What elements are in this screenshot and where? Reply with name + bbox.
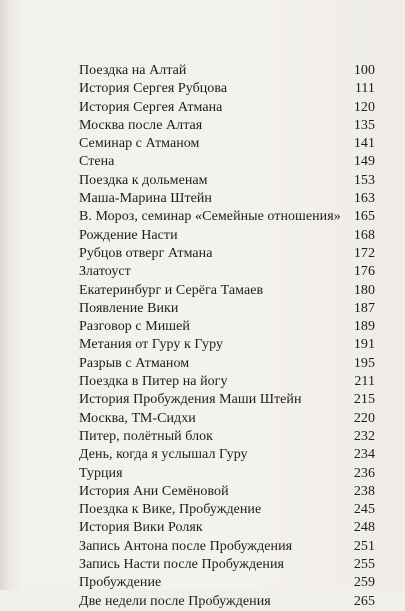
toc-entry-page: 111 (354, 81, 375, 97)
toc-entry-title: Семинар с Атманом (79, 136, 200, 152)
toc-entry (79, 245, 375, 263)
toc-entry-title: Поездка в Питер на йогу (79, 374, 228, 390)
toc-entry-page: 195 (353, 355, 375, 371)
toc-entry-page: 141 (353, 136, 375, 152)
toc-entry (79, 336, 375, 354)
toc-entry-title: Маша-Марина Штейн (79, 191, 212, 207)
toc-entry-page: 238 (353, 483, 375, 499)
toc-entry (79, 410, 375, 428)
toc-entry (79, 355, 375, 373)
toc-entry-page: 189 (353, 319, 375, 335)
toc-entry-title: Поездка к дольменам (79, 172, 208, 188)
toc-entry (79, 300, 375, 318)
toc-entry-title: История Сергея Рубцова (79, 81, 228, 97)
toc-entry (79, 501, 375, 519)
toc-entry-title: Две недели после Пробуждения (79, 593, 271, 609)
toc-entry (79, 80, 375, 98)
toc-entry (79, 62, 375, 80)
toc-entry-title: Поездка на Алтай (79, 63, 187, 78)
toc-entry-page: 149 (353, 154, 375, 170)
toc-entry-title: История Пробуждения Маши Штейн (79, 392, 302, 408)
toc-entry-page: 234 (353, 447, 375, 463)
toc-entry-page: 172 (353, 245, 375, 261)
toc-entry-page: 120 (353, 99, 375, 115)
toc-entry-page: 236 (353, 465, 375, 481)
toc-entry-page: 211 (354, 374, 375, 390)
toc-entry-title: Разговор с Мишей (79, 319, 190, 335)
toc-entry-page: 248 (353, 520, 375, 536)
toc-entry (79, 446, 375, 464)
toc-entry-page: 191 (353, 337, 375, 353)
toc-entry-page: 165 (353, 209, 375, 225)
toc-entry-title: Пробуждение (79, 575, 162, 591)
toc-entry-title: Москва, ТМ-Сидхи (79, 410, 196, 426)
toc-entry (79, 117, 375, 135)
toc-entry-title: Разрыв с Атманом (79, 355, 190, 371)
toc-entry (79, 483, 375, 501)
toc-entry-title: Запись Насти после Пробуждения (79, 557, 284, 573)
toc-entry-title: Появление Вики (79, 300, 179, 316)
toc-entry (79, 519, 375, 537)
spine-shadow (0, 0, 12, 590)
toc-entry-page: 215 (353, 392, 375, 408)
toc-entry (79, 190, 375, 208)
toc-entry-title: История Ани Семёновой (79, 483, 229, 499)
toc-entry-page: 220 (353, 410, 375, 426)
toc-entry-page: 168 (353, 227, 375, 243)
toc-entry-page: 176 (353, 264, 375, 280)
toc-entry-title: Запись Антона после Пробуждения (79, 538, 293, 554)
toc-entry-title: Метания от Гуру к Гуру (79, 337, 223, 353)
toc-entry (79, 593, 375, 611)
toc-entry-title: История Сергея Атмана (79, 99, 223, 115)
toc-entry-page: 251 (353, 538, 375, 554)
toc-entry-title: Турция (79, 465, 123, 481)
toc-entry-page: 265 (353, 593, 375, 609)
toc-entry (79, 556, 375, 574)
toc-entry-page: 153 (353, 172, 375, 188)
toc-entry-page: 180 (353, 282, 375, 298)
toc-entry (79, 465, 375, 483)
toc-entry-title: Питер, полётный блок (79, 428, 214, 444)
toc-entry-page: 187 (353, 300, 375, 316)
toc-entry-page: 255 (353, 557, 375, 573)
toc-entry (79, 428, 375, 446)
toc-entry (79, 263, 375, 281)
toc-entry (79, 318, 375, 336)
toc-entry (79, 391, 375, 409)
toc-entry-title: Екатеринбург и Серёга Тамаев (79, 282, 264, 298)
toc-entry-title: Стена (79, 154, 115, 170)
toc-entry (79, 153, 375, 171)
toc-entry (79, 172, 375, 190)
table-of-contents (79, 62, 375, 611)
toc-entry-title: Рубцов отверг Атмана (79, 245, 213, 261)
toc-entry-title: Поездка к Вике, Пробуждение (79, 502, 262, 518)
toc-entry (79, 227, 375, 245)
toc-entry-page: 135 (353, 117, 375, 133)
toc-entry-title: Рождение Насти (79, 227, 178, 243)
toc-entry-title: В. Мороз, семинар «Семейные отношения» (79, 209, 341, 225)
toc-entry-page: 163 (353, 191, 375, 207)
toc-entry (79, 208, 375, 226)
toc-entry (79, 99, 375, 117)
toc-entry-title: Москва после Алтая (79, 117, 203, 133)
toc-entry (79, 538, 375, 556)
toc-entry (79, 282, 375, 300)
toc-entry (79, 135, 375, 153)
toc-entry-title: Златоуст (79, 264, 131, 280)
toc-entry-page: 259 (353, 575, 375, 591)
toc-entry-title: История Вики Роляк (79, 520, 203, 536)
toc-entry-page: 100 (353, 63, 375, 78)
toc-entry-page: 232 (353, 428, 375, 444)
toc-entry-title: День, когда я услышал Гуру (79, 447, 248, 463)
toc-entry-page: 245 (353, 502, 375, 518)
toc-entry (79, 373, 375, 391)
